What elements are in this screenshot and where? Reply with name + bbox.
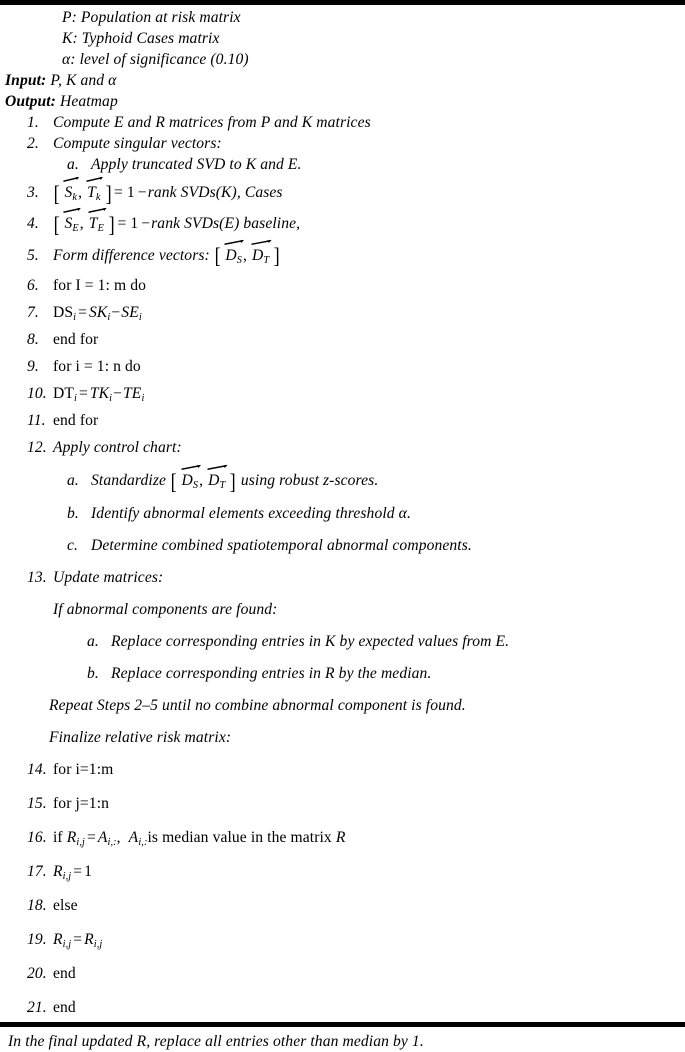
bracket-open-icon: [ [53,180,60,206]
step-12a [5,468,679,494]
step-1 [5,112,679,133]
step-12-text: Apply control chart: [53,439,182,457]
arrow-accent-icon [63,176,80,183]
vector-S-E: $S_E$ [64,212,78,234]
step-8-number: 8. [27,331,39,349]
parameter-line-alpha: α: level of significance (0.10) [62,51,249,68]
step-13a-text: Replace corresponding entries in K by expected values from E. [111,632,510,650]
vector-D-T: $D_T$ [252,244,269,266]
step-8-text: end for [53,331,99,349]
bracket-close-icon: ] [108,212,115,237]
step-3-equation: [ $S_k$, $T_k$ ] = 1 −rank SVDs(K), Cases [53,181,679,203]
step-21-text: end [53,998,76,1016]
arrow-accent-icon [207,464,228,471]
step-19 [5,929,679,950]
note-finalize: Finalize relative risk matrix: [49,728,232,746]
closing-statement: In the final updated R, replace all entries other than median by 1. [8,1032,424,1050]
parameter-line-cases: K: Typhoid Cases matrix [62,30,220,47]
step-8 [5,329,679,350]
arrow-accent-icon [224,239,245,246]
note-repeat-steps: Repeat Steps 2–5 until no combine abnormal component is found. [49,696,466,714]
step-3-number: 3. [27,184,39,201]
step-20-number: 20. [27,964,47,982]
step-12b [5,503,679,524]
step-7-equation: $DS_i = SK_i-SE_i$ [53,304,142,324]
step-10-number: 10. [27,385,47,403]
step-21-number: 21. [27,998,47,1016]
step-12c-text: Determine combined spatiotemporal abnormal components. [91,536,472,554]
vector-D-S: $D_S$ [182,469,199,491]
step-13a [5,631,679,652]
vector-S-k: $S_k$ [64,181,77,203]
step-4-number: 4. [27,215,39,233]
step-12a-letter: a. [67,472,79,490]
step-7-number: 7. [27,304,39,322]
step-17-number: 17. [27,862,47,880]
step-13b-letter: b. [87,664,99,682]
step-13b-text: Replace corresponding entries in R by the median. [111,664,432,682]
step-11 [5,410,679,431]
step-18 [5,895,679,916]
step-17-equation: $R_{i,j} = 1$ [53,862,93,882]
step-16-equation: if $R_{i,j} = A_{i,:}$, $A_{i,:}is$ median value in the matrix R [53,828,346,848]
step-13a-letter: a. [87,632,99,650]
vector-D-T: $D_T$ [208,469,225,491]
input-value: P, K and α [50,72,117,89]
arrow-accent-icon [251,239,272,246]
input-line [5,70,679,91]
step-11-number: 11. [27,412,46,430]
arrow-accent-icon [88,207,107,214]
step-12c [5,535,679,556]
bracket-open-icon: [ [170,468,177,494]
step-2a [5,154,679,175]
step-17 [5,861,679,882]
step-2 [5,133,679,154]
step-6 [5,275,679,296]
step-10-equation: $DT_i = TK_i-TE_i$ [53,385,145,405]
step-20 [5,963,679,984]
step-12c-letter: c. [67,536,79,554]
arrow-accent-icon [181,464,202,471]
bracket-close-icon: ] [105,180,112,206]
step-9-number: 9. [27,358,39,376]
step-14-text: for i=1:m [53,760,114,778]
step-13b [5,663,679,684]
step-21 [5,997,679,1018]
step-15-number: 15. [27,794,47,812]
step-2-text: Compute singular vectors: [53,135,222,152]
step-16-number: 16. [27,828,47,846]
input-label: Input: [5,72,47,89]
step-4-equation: [ $S_E$, $T_E$ ] = 1 −rank SVDs(E) baseline, [53,212,679,234]
output-label: Output: [5,93,56,110]
step-4 [5,212,679,237]
step-15 [5,793,679,814]
output-line [5,91,679,112]
step-5-number: 5. [27,246,39,264]
arrow-accent-icon [86,176,103,183]
step-5-equation: Form difference vectors: [ $D_S$, $D_T$ ] [53,244,679,266]
step-14 [5,759,679,780]
note-if-abnormal: If abnormal components are found: [53,600,278,618]
step-16 [5,827,679,848]
parameter-line-population: P: Population at risk matrix [62,9,241,26]
step-13-number: 13. [27,568,47,586]
step-5 [5,243,679,269]
algorithm-lines [0,5,685,1052]
step-19-number: 19. [27,930,47,948]
step-6-text: for I = 1: m do [53,277,147,295]
step-2a-letter: a. [67,156,79,173]
step-18-number: 18. [27,896,47,914]
step-18-text: else [53,896,78,914]
step-15-text: for j=1:n [53,794,110,812]
step-12b-text: Identify abnormal elements exceeding threshold α. [91,504,411,522]
step-12 [5,437,679,458]
step-1-text: Compute E and R matrices from P and K matrices [53,114,371,131]
step-10 [5,383,679,404]
step-20-text: end [53,964,76,982]
step-6-number: 6. [27,277,39,295]
step-9-text: for i = 1: n do [53,358,141,376]
step-2a-text: Apply truncated SVD to K and E. [91,156,302,173]
bracket-open-icon: [ [53,212,60,237]
step-13-text: Update matrices: [53,568,164,586]
step-7 [5,302,679,323]
bracket-close-icon: ] [273,243,280,269]
step-12b-letter: b. [67,504,79,522]
step-2-number: 2. [27,135,39,152]
bracket-open-icon: [ [214,243,221,269]
step-9 [5,356,679,377]
step-12a-text: Standardize [ $D_S$, $D_T$ ] using robust z-scores. [91,469,679,491]
step-13 [5,567,679,588]
step-12-number: 12. [27,439,47,457]
step-14-number: 14. [27,760,47,778]
step-11-text: end for [53,412,99,430]
arrow-accent-icon [63,207,81,214]
output-value: Heatmap [59,93,118,110]
step-3 [5,180,679,206]
vector-T-k: $T_k$ [87,181,100,203]
vector-D-S: $D_S$ [225,244,242,266]
step-1-number: 1. [27,114,39,131]
bracket-close-icon: ] [230,468,237,494]
step-19-equation: $R_{i,j} = R_{i,j}$ [53,930,103,950]
vector-T-E: $T_E$ [89,212,104,234]
